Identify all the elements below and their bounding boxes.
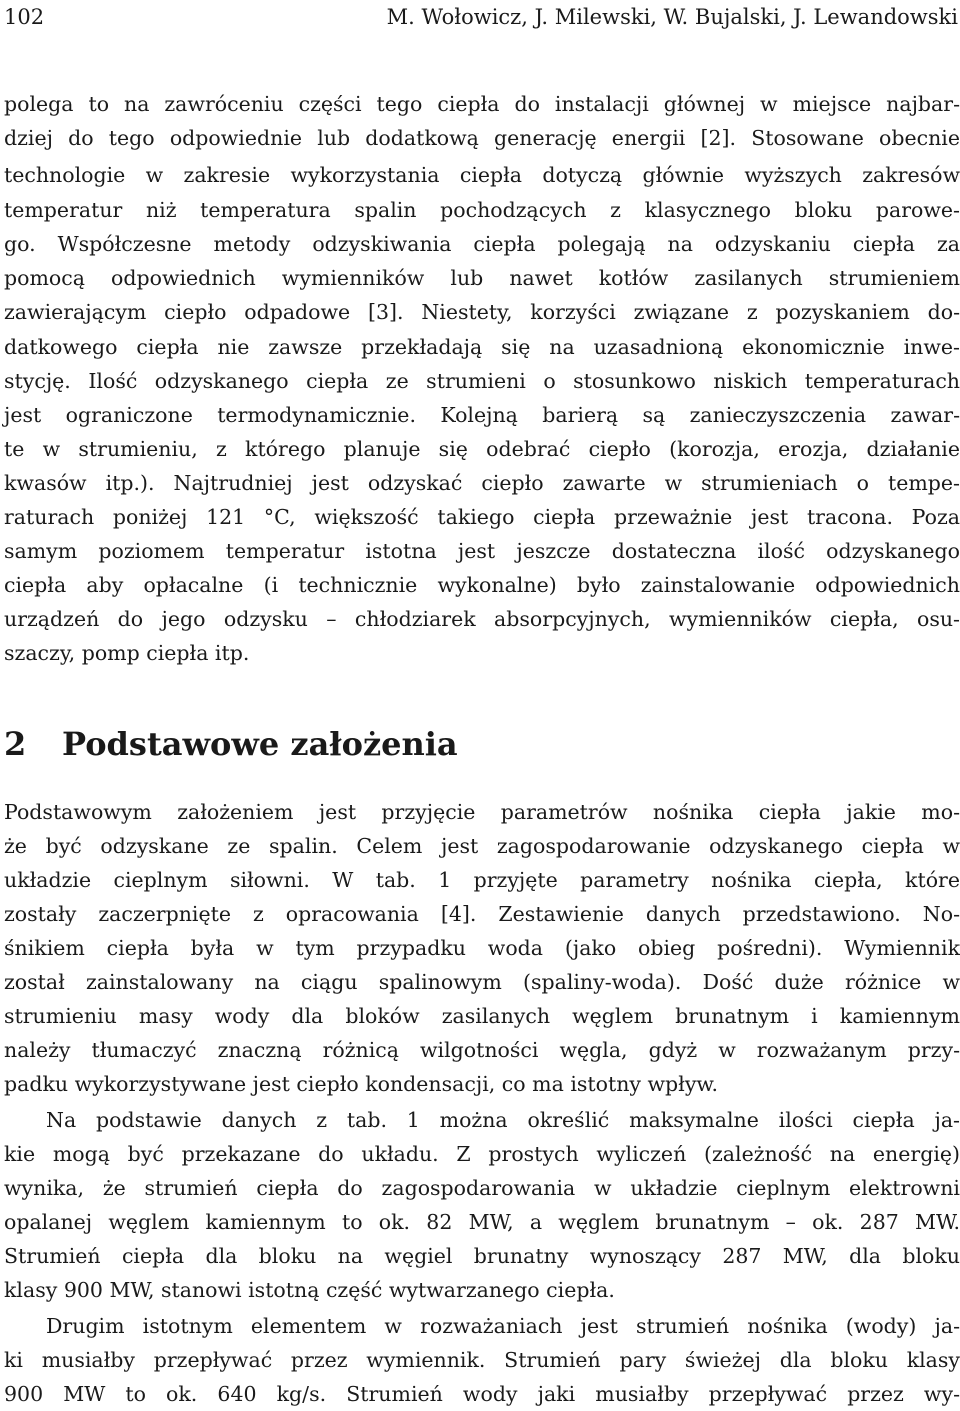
text-line: zostały zaczerpnięte z opracowania [4]. Zestawienie danych przedstawiono. No- [4, 902, 960, 926]
text-line: klasy 900 MW, stanowi istotną część wytwarzanego ciepła. [4, 1278, 615, 1302]
section-title: Podstawowe założenia [62, 725, 458, 763]
text-line: kwasów itp.). Najtrudniej jest odzyskać ciepło zawarte w strumieniach o tempe- [4, 471, 960, 495]
text-line: ciepła aby opłacalne (i technicznie wykonalne) było zainstalowanie odpowiednich [4, 573, 960, 597]
text-line: układzie cieplnym siłowni. W tab. 1 przyjęte parametry nośnika ciepła, które [4, 868, 960, 892]
section-heading [4, 722, 458, 766]
text-line: śnikiem ciepła była w tym przypadku woda (jako obieg pośredni). Wymiennik [4, 936, 960, 960]
text-line: że być odzyskane ze spalin. Celem jest zagospodarowanie odzyskanego ciepła w [4, 834, 960, 858]
text-line: Strumień ciepła dla bloku na węgiel brunatny wynoszący 287 MW, dla bloku [4, 1244, 960, 1268]
text-line: go. Współczesne metody odzyskiwania ciepła polegają na odzyskaniu ciepła za [4, 232, 960, 256]
text-line: został zainstalowany na ciągu spalinowym (spaliny-woda). Dość duże różnice w [4, 970, 960, 994]
text-line: urządzeń do jego odzysku – chłodziarek absorpcyjnych, wymienników ciepła, osu- [4, 607, 960, 631]
text-line: padku wykorzystywane jest ciepło kondensacji, co ma istotny wpływ. [4, 1072, 719, 1096]
text-line: zawierającym ciepło odpadowe [3]. Niestety, korzyści związane z pozyskaniem do- [4, 300, 960, 324]
text-line: raturach poniżej 121 °C, większość takiego ciepła przeważnie jest tracona. Poza [4, 505, 960, 529]
text-line: Podstawowym założeniem jest przyjęcie parametrów nośnika ciepła jakie mo- [4, 800, 960, 824]
text-line: wynika, że strumień ciepła do zagospodarowania w układzie cieplnym elektrowni [4, 1176, 960, 1200]
text-line: Drugim istotnym elementem w rozważaniach jest strumień nośnika (wody) ja- [46, 1314, 960, 1338]
text-line: technologie w zakresie wykorzystania ciepła dotyczą głównie wyższych zakresów [4, 163, 960, 187]
text-line: opalanej węglem kamiennym to ok. 82 MW, a węglem brunatnym – ok. 287 MW. [4, 1210, 960, 1234]
text-line: temperatur niż temperatura spalin pochodzących z klasycznego bloku parowe- [4, 198, 960, 222]
page-number: 102 [4, 5, 45, 29]
text-line: dziej do tego odpowiednie lub dodatkową generację energii [2]. Stosowane obecnie [4, 126, 960, 150]
text-line: te w strumieniu, z którego planuje się odebrać ciepło (korozja, erozja, działanie [4, 437, 960, 461]
text-line: datkowego ciepła nie zawsze przekładają się na uzasadnioną ekonomicznie inwe- [4, 335, 960, 359]
text-line: strumieniu masy wody dla bloków zasilanych węglem brunatnym i kamiennym [4, 1004, 960, 1028]
text-line: należy tłumaczyć znaczną różnicą wilgotności węgla, gdyż w rozważanym przy- [4, 1038, 960, 1062]
text-line: polega to na zawróceniu części tego ciepła do instalacji głównej w miejsce najbar- [4, 92, 960, 116]
text-line: kie mogą być przekazane do układu. Z prostych wyliczeń (zależność na energię) [4, 1142, 960, 1166]
text-line: samym poziomem temperatur istotna jest jeszcze dostateczna ilość odzyskanego [4, 539, 960, 563]
text-line: jest ograniczone termodynamicznie. Kolejną barierą są zanieczyszczenia zawar- [4, 403, 960, 427]
text-line: pomocą odpowiednich wymienników lub nawet kotłów zasilanych strumieniem [4, 266, 960, 290]
text-line: stycję. Ilość odzyskanego ciepła ze strumieni o stosunkowo niskich temperaturach [4, 369, 960, 393]
text-line: szaczy, pomp ciepła itp. [4, 641, 250, 665]
section-number: 2 [4, 725, 27, 763]
text-line: Na podstawie danych z tab. 1 można określić maksymalne ilości ciepła ja- [46, 1108, 960, 1132]
text-line: ki musiałby przepływać przez wymiennik. Strumień pary świeżej dla bloku klasy [4, 1348, 960, 1372]
running-head-authors: M. Wołowicz, J. Milewski, W. Bujalski, J. Lewandowski [386, 5, 958, 29]
page-header [0, 0, 960, 34]
text-line: 900 MW to ok. 640 kg/s. Strumień wody jaki musiałby przepływać przez wy- [4, 1382, 960, 1406]
